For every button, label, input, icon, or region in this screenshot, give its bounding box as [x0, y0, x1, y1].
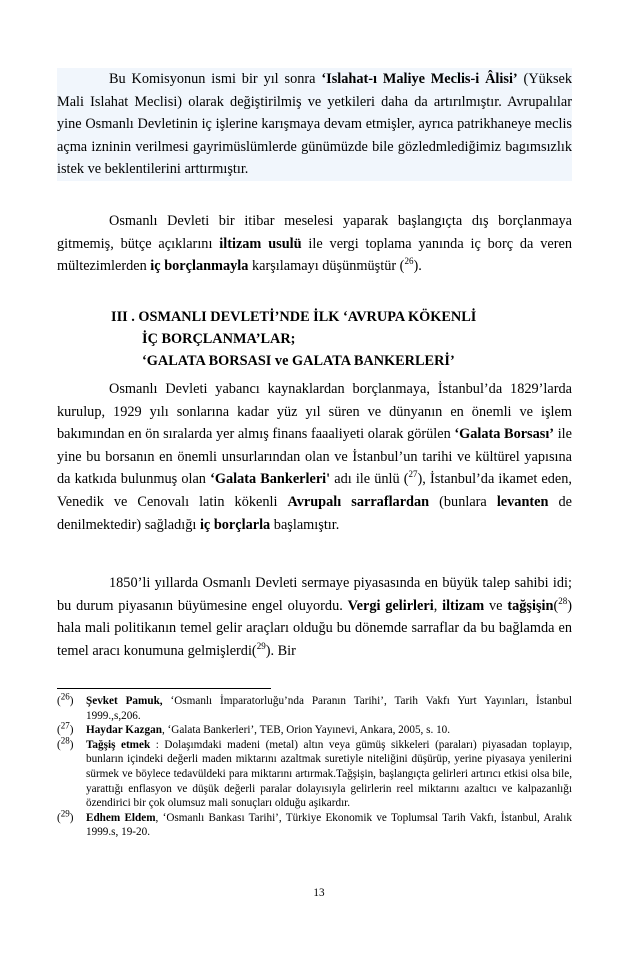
footnote-29: ($^{29}$) Edhem Eldem, ‘Osmanlı Bankası Tarihi’, Türkiye Ekonomik ve Toplumsal Tarih Vakfı, İstanbul, Aralık 1999.s, 19-20.: [57, 808, 572, 839]
footnote-ref-29: 29: [256, 641, 266, 652]
paragraph-galata: Osmanlı Devleti yabancı kaynaklardan borçlanmaya, İstanbul’da 1829’larda kurulup, 1929 yılı sonlarına kadar yüz yıl süren ve dünyanın en önemli ve işlem bakımından en ön sıralarda yer almış finans faaaliyeti olarak görülen ‘Galata Borsası’ ile yine bu borsanın en önemli unsurlarından olan ve İstanbul’un tarihi ve kültürel yapısına da katkıda bulunmuş olan ‘Galata Bankerleri' adı ile ünlü ($^{27}$), İstanbul’da ikamet eden, Venedik ve Cenovalı latin kökenli Avrupalı sarraflardan (bunlara levanten de denilmektedir) sağladığı iç borçlarla başlamıştır.: [57, 381, 572, 533]
footnote-27: ($^{27}$) Haydar Kazgan, ‘Galata Bankerleri’, TEB, Orion Yayınevi, Ankara, 2005, s. 10.: [57, 720, 451, 737]
footnote-separator: [57, 688, 271, 689]
paragraph-islahat: Bu Komisyonun ismi bir yıl sonra ‘Islahat-ı Maliye Meclis-i Âlisi’ (Yüksek Mali Islahat Meclisi) olarak değiştirilmiş ve yetkileri daha da artırılmıştır. Avrupalılar yine Osmanlı Devletinin iç işlerine karışmaya devam etmişler, ayrıca patrikhaneye meclis açma izninin verilmesi gayrimüslümlerde günümüzde bile gözledmlediğimiz bagımsızlık istek ve beklentilerini arttırmıştır.: [57, 68, 572, 181]
paragraph-1850: 1850’li yıllarda Osmanlı Devleti sermaye piyasasında en büyük talep sahibi idi; bu durum piyasanın büyümesine engel oluyordu. Vergi gelirleri, iltizam ve tağşişin($^{28}$) hala mali politikanın temel gelir araçları olduğu bu dönemde sarraflar da bu bağlamda en temel aracı konumuna gelmişlerdi($^{29}$). Bir: [57, 575, 572, 659]
paragraph-iltizam: Osmanlı Devleti bir itibar meselesi yaparak başlangıçta dış borçlanmaya gitmemiş, bütçe açıklarını iltizam usulü ile vergi toplama yanında iç borç da veren mültezimlerden iç borçlanmayla karşılamayı düşünmüştür ($^{26}$).: [57, 213, 572, 275]
footnotes: [57, 691, 572, 840]
page-number: 13: [313, 887, 325, 899]
islahat-meclis-term: ‘Islahat-ı Maliye Meclis-i Âlisi’: [321, 71, 518, 87]
footnote-ref-26: 26: [404, 256, 414, 267]
footnote-ref-28: 28: [558, 595, 568, 606]
footnote-26: ($^{26}$) Şevket Pamuk, ‘Osmanlı İmparatorluğu’nda Paranın Tarihi’, Tarih Vakfı Yurt Yayınları, İstanbul 1999.,s,206.: [57, 691, 572, 722]
footnote-ref-27: 27: [408, 469, 418, 480]
section-heading: III . OSMANLI DEVLETİ’NDE İLK ‘AVRUPA KÖKENLİ İÇ BORÇLANMA’LAR; ‘GALATA BORSASI ve GALATA BANKERLERİ’: [111, 309, 477, 369]
footnote-28: ($^{28}$) Tağşiş etmek : Dolaşımdaki madeni (metal) altın veya gümüş sikkeleri (paraları) piyasadan toplayıp, bunların içindeki değerli maden miktarını azaltmak suretiyle niteliğini düşürüp, yerine piyasaya yenilerini sürmek ve böylece tedavüldeki para miktarını artırmak.Tağşişin, başlangıçta gelirleri artırıcı etkisi olsa bile, yarattığı enflasyon ve düşük değerli paralar dolayısıyla gelirlerin reel miktarını azaltıcı ve kalpazanlığı özendirici bir çok olumsuz mali sonuçları olduğu aşikardır.: [57, 735, 572, 810]
